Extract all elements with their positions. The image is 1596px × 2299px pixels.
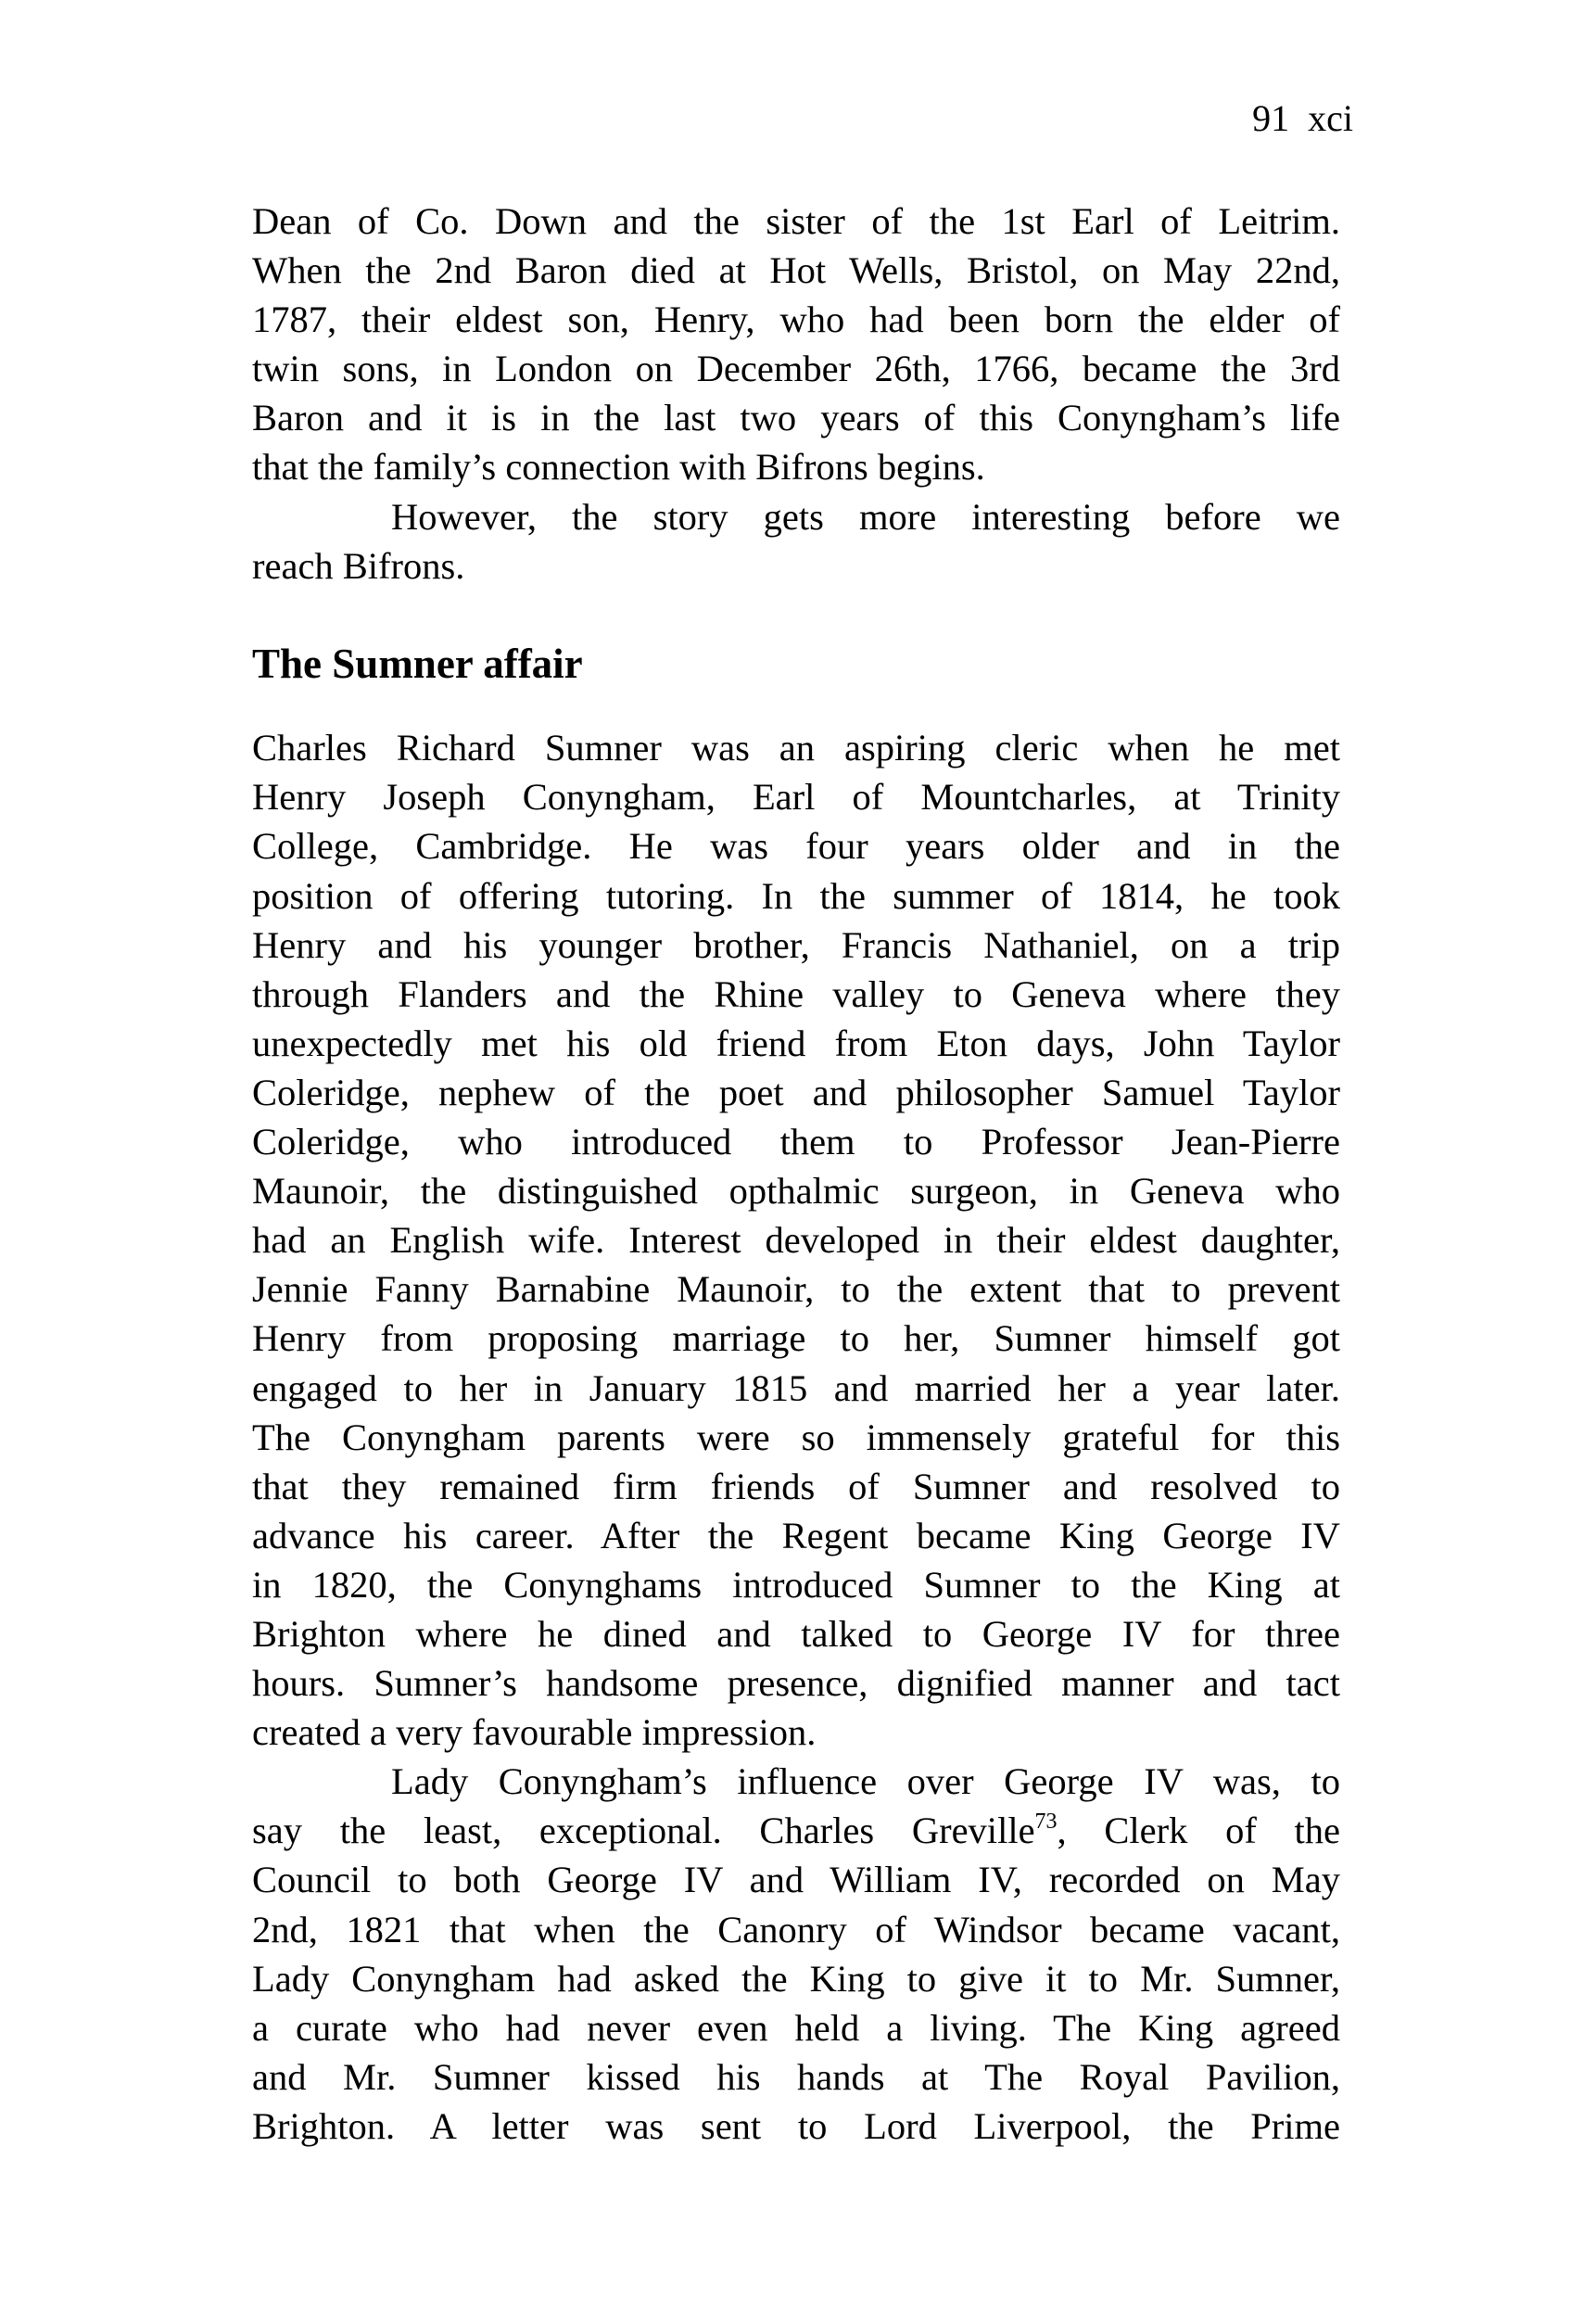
text-line: Coleridge, nephew of the poet and philosopher Samuel Taylor — [252, 1071, 1340, 1113]
text-line: Maunoir, the distinguished opthalmic surgeon, in Geneva who — [252, 1170, 1340, 1213]
page-number: 91 xci — [1252, 97, 1353, 139]
text-line: Council to both George IV and William IV, recorded on May — [252, 1859, 1340, 1901]
text-line: a curate who had never even held a living. The King agreed — [252, 2006, 1340, 2049]
paragraph-gap — [252, 591, 1340, 640]
text-line: created a very favourable impression. — [252, 1711, 817, 1754]
text-line: position of offering tutoring. In the summer of 1814, he took — [252, 874, 1340, 917]
section-heading: The Sumner affair — [252, 640, 583, 687]
text-line: Lady Conyngham’s influence over George IV was, to — [391, 1760, 1340, 1803]
footnote-reference[interactable]: 73 — [1034, 1810, 1058, 1835]
text-line: Charles Richard Sumner was an aspiring cleric when he met — [252, 727, 1340, 769]
text-line: unexpectedly met his old friend from Eton days, John Taylor — [252, 1022, 1340, 1064]
text-line: that the family’s connection with Bifrons begins. — [252, 446, 985, 489]
text-line: that they remained firm friends of Sumner and resolved to — [252, 1465, 1340, 1507]
text-line: Dean of Co. Down and the sister of the 1st Earl of Leitrim. — [252, 200, 1340, 242]
text-line: When the 2nd Baron died at Hot Wells, Bristol, on May 22nd, — [252, 249, 1340, 292]
text-line: and Mr. Sumner kissed his hands at The Royal Pavilion, — [252, 2055, 1340, 2098]
section-paragraph-2 — [252, 1757, 1340, 2151]
text-line — [252, 1806, 1340, 1855]
text-line: However, the story gets more interesting before we — [391, 495, 1340, 538]
second-paragraph — [252, 492, 1340, 591]
intro-paragraph — [252, 197, 1340, 492]
text-line: 2nd, 1821 that when the Canonry of Windsor became vacant, — [252, 1908, 1340, 1950]
text-line: engaged to her in January 1815 and married her a year later. — [252, 1366, 1340, 1409]
text-line: Henry Joseph Conyngham, Earl of Mountcharles, at Trinity — [252, 776, 1340, 819]
page-body — [252, 197, 1340, 2151]
text-line: through Flanders and the Rhine valley to Geneva where they — [252, 972, 1340, 1015]
text-line: hours. Sumner’s handsome presence, dignified manner and tact — [252, 1662, 1340, 1705]
text-line: The Conyngham parents were so immensely grateful for this — [252, 1416, 1340, 1458]
text-line: Lady Conyngham had asked the King to give it to Mr. Sumner, — [252, 1957, 1340, 2000]
text-line: College, Cambridge. He was four years older and in the — [252, 825, 1340, 868]
text-line: Brighton where he dined and talked to George IV for three — [252, 1612, 1340, 1655]
text-line: Brighton. A letter was sent to Lord Liverpool, the Prime — [252, 2104, 1340, 2147]
section-paragraph-1 — [252, 723, 1340, 1757]
text-fragment: say the least, exceptional. Charles Greville — [252, 1810, 1035, 1852]
text-line: twin sons, in London on December 26th, 1766, became the 3rd — [252, 348, 1340, 390]
text-line: Coleridge, who introduced them to Professor Jean-Pierre — [252, 1121, 1340, 1163]
text-line: advance his career. After the Regent became King George IV — [252, 1514, 1340, 1556]
section-sumner-affair — [252, 640, 1340, 2151]
text-line: reach Bifrons. — [252, 544, 465, 587]
text-line: 1787, their eldest son, Henry, who had been born the elder of — [252, 298, 1340, 341]
text-fragment: , Clerk of the — [1057, 1810, 1340, 1852]
text-line: Henry and his younger brother, Francis Nathaniel, on a trip — [252, 923, 1340, 966]
text-line: Henry from proposing marriage to her, Sumner himself got — [252, 1317, 1340, 1360]
text-line: Jennie Fanny Barnabine Maunoir, to the extent that to prevent — [252, 1268, 1340, 1311]
text-line: in 1820, the Conynghams introduced Sumner to the King at — [252, 1563, 1340, 1606]
text-line: Baron and it is in the last two years of this Conyngham’s life — [252, 397, 1340, 439]
text-line: had an English wife. Interest developed in their eldest daughter, — [252, 1219, 1340, 1262]
